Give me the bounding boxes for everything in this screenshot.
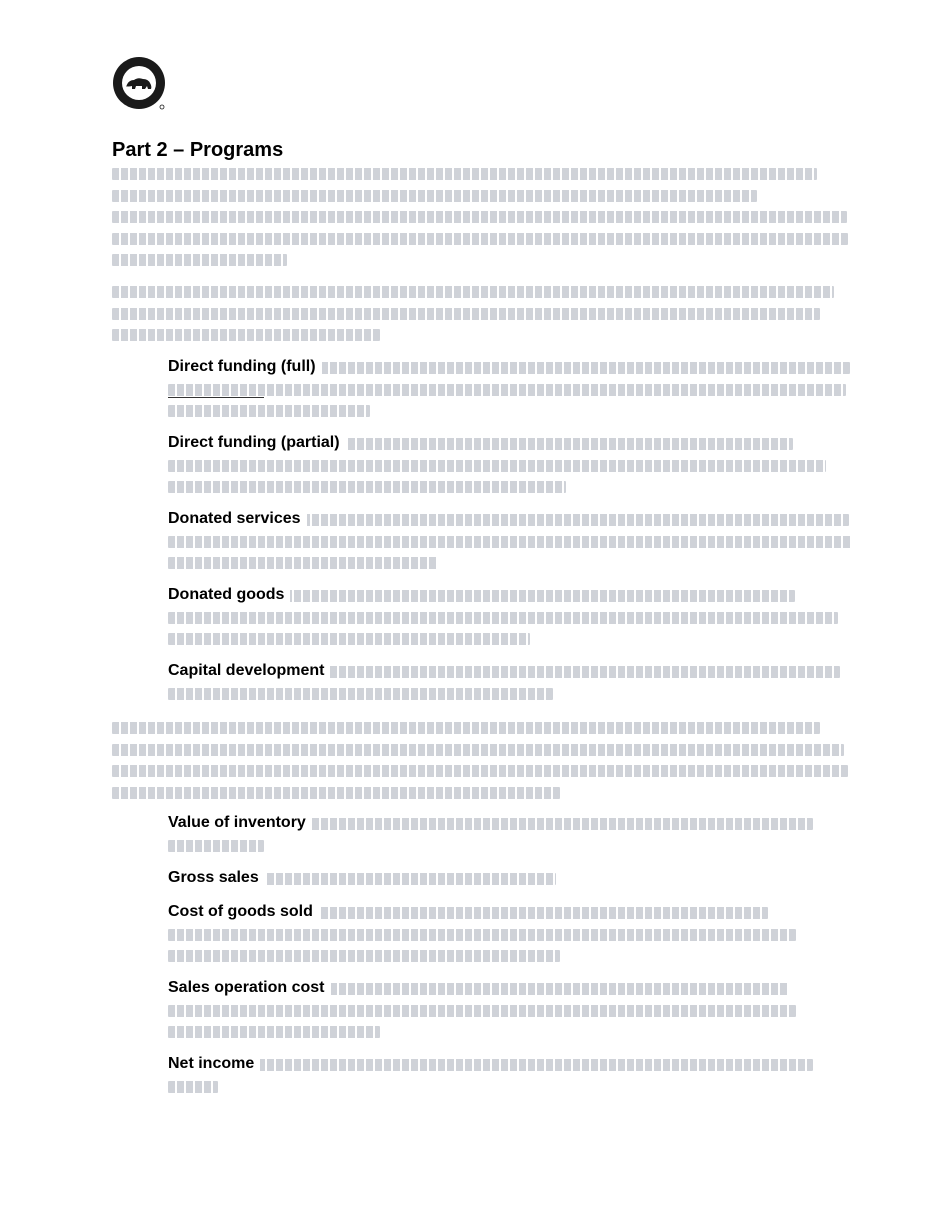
term-direct-funding-full: Direct funding (full) bbox=[168, 358, 322, 376]
sales-paragraph bbox=[112, 722, 850, 808]
underline-link bbox=[168, 397, 264, 398]
term-net-income: Net income bbox=[168, 1055, 260, 1073]
intro-paragraph-2 bbox=[112, 286, 848, 351]
term-donated-goods: Donated goods bbox=[168, 586, 290, 604]
term-gross-sales: Gross sales bbox=[168, 869, 265, 887]
term-sales-operation-cost: Sales operation cost bbox=[168, 979, 331, 997]
page-title: Part 2 – Programs bbox=[112, 139, 284, 161]
term-cost-of-goods-sold: Cost of goods sold bbox=[168, 903, 319, 921]
term-value-of-inventory: Value of inventory bbox=[168, 814, 312, 832]
bear-seal-icon bbox=[112, 56, 168, 112]
state-parks-logo bbox=[112, 56, 168, 112]
net-income-text bbox=[168, 1059, 813, 1102]
term-direct-funding-partial: Direct funding (partial) bbox=[168, 434, 346, 452]
term-capital-development: Capital development bbox=[168, 662, 330, 680]
intro-paragraph-1 bbox=[112, 168, 848, 276]
term-donated-services: Donated services bbox=[168, 510, 307, 528]
